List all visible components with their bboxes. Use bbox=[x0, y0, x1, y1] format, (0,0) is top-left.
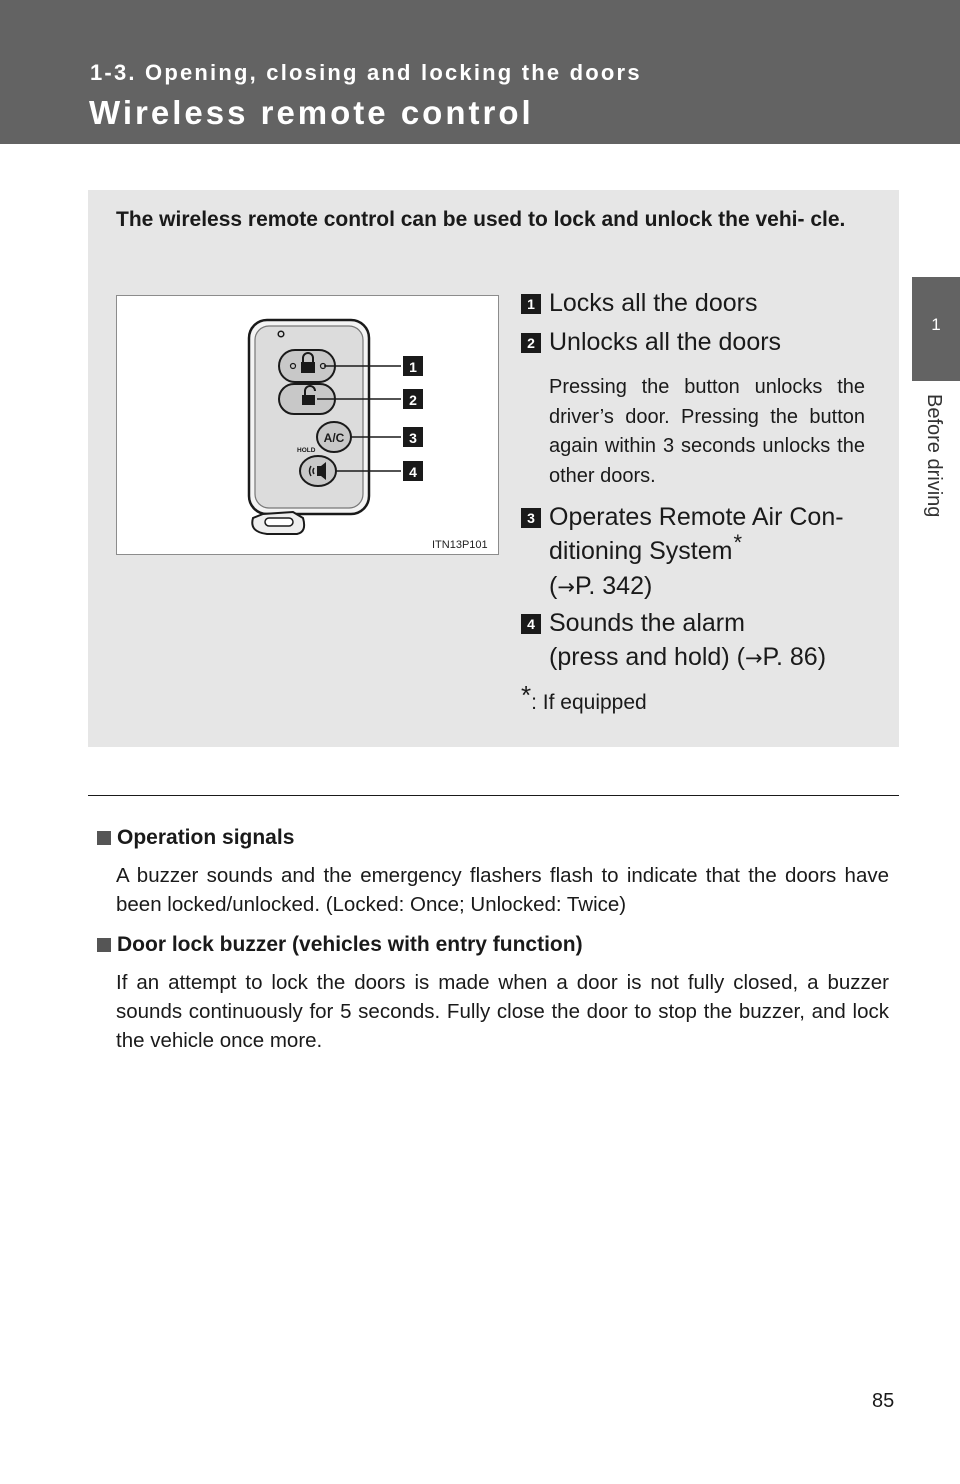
intro-text: The wireless remote control can be used to lock and unlock the vehi- cle. bbox=[116, 208, 846, 231]
square-bullet-icon bbox=[97, 831, 111, 845]
item-1-text: Locks all the doors bbox=[549, 289, 758, 317]
remote-key-illustration bbox=[117, 296, 498, 554]
item-number-3: 3 bbox=[521, 508, 541, 528]
svg-text:2: 2 bbox=[409, 392, 417, 408]
info-heading: Operation signals bbox=[97, 823, 889, 853]
callout-4 bbox=[403, 461, 423, 481]
callout-2 bbox=[403, 389, 423, 409]
item-4-page-ref[interactable]: P. 86) bbox=[762, 643, 827, 671]
svg-text:1: 1 bbox=[409, 359, 417, 375]
item-3-text: Operates Remote Air Con- ditioning System bbox=[549, 503, 844, 565]
svg-text:3: 3 bbox=[409, 430, 417, 446]
item-3-asterisk: * bbox=[733, 530, 742, 555]
remote-figure bbox=[116, 295, 499, 555]
callout-1 bbox=[403, 356, 423, 376]
svg-text:4: 4 bbox=[409, 464, 417, 480]
item-3-page-ref[interactable]: P. 342 bbox=[574, 572, 644, 600]
item-3: Operates Remote Air Con- ditioning System* (→P. 342) bbox=[549, 503, 844, 600]
info-operation-signals bbox=[97, 823, 889, 919]
chapter-number: 1 bbox=[931, 315, 941, 334]
square-bullet-icon bbox=[97, 938, 111, 952]
item-4-text: Sounds the alarm bbox=[549, 609, 745, 637]
item-4 bbox=[549, 606, 869, 675]
page-number: 85 bbox=[872, 1390, 895, 1412]
item-number-1: 1 bbox=[521, 294, 541, 314]
callout-3 bbox=[403, 427, 423, 447]
info-door-lock-buzzer bbox=[97, 930, 889, 1055]
item-2-text: Unlocks all the doors bbox=[549, 328, 782, 356]
info-body: If an attempt to lock the doors is made when a door is not fully closed, a buzzer sounds continuously for 5 seconds. Fully close the door to stop the buzzer, and lock the vehicle once more. bbox=[116, 971, 889, 1052]
footnote bbox=[521, 680, 647, 716]
header-band bbox=[0, 0, 960, 144]
divider bbox=[88, 795, 899, 796]
item-4-text-2: (press and hold) ( bbox=[549, 643, 745, 671]
chapter-tab[interactable] bbox=[912, 277, 960, 381]
section-label: 1-3. Opening, closing and locking the doors bbox=[90, 60, 642, 85]
info-heading: Door lock buzzer (vehicles with entry function) bbox=[97, 930, 889, 960]
ac-label: A/C bbox=[323, 431, 345, 445]
item-2-note: Pressing the button unlocks the driver’s door. Pressing the button again within 3 seconds unlocks the other doors. bbox=[549, 376, 865, 487]
hold-label: HOLD bbox=[297, 447, 316, 454]
footnote-mark: * bbox=[521, 680, 532, 710]
info-body: A buzzer sounds and the emergency flashers flash to indicate that the doors have been locked/unlocked. (Locked: Once; Unlocked: Twice) bbox=[116, 864, 889, 916]
alarm-button[interactable] bbox=[300, 456, 336, 486]
item-number-4: 4 bbox=[521, 614, 541, 634]
arrow-right-icon: → bbox=[744, 646, 763, 670]
figure-code: ITN13P101 bbox=[432, 539, 488, 551]
arrow-right-icon: → bbox=[557, 575, 575, 599]
ac-button[interactable] bbox=[317, 422, 351, 452]
chapter-label: Before driving bbox=[923, 394, 945, 518]
page-title: Wireless remote control bbox=[89, 94, 534, 131]
item-number-2: 2 bbox=[521, 333, 541, 353]
footnote-text: : If equipped bbox=[531, 691, 647, 714]
